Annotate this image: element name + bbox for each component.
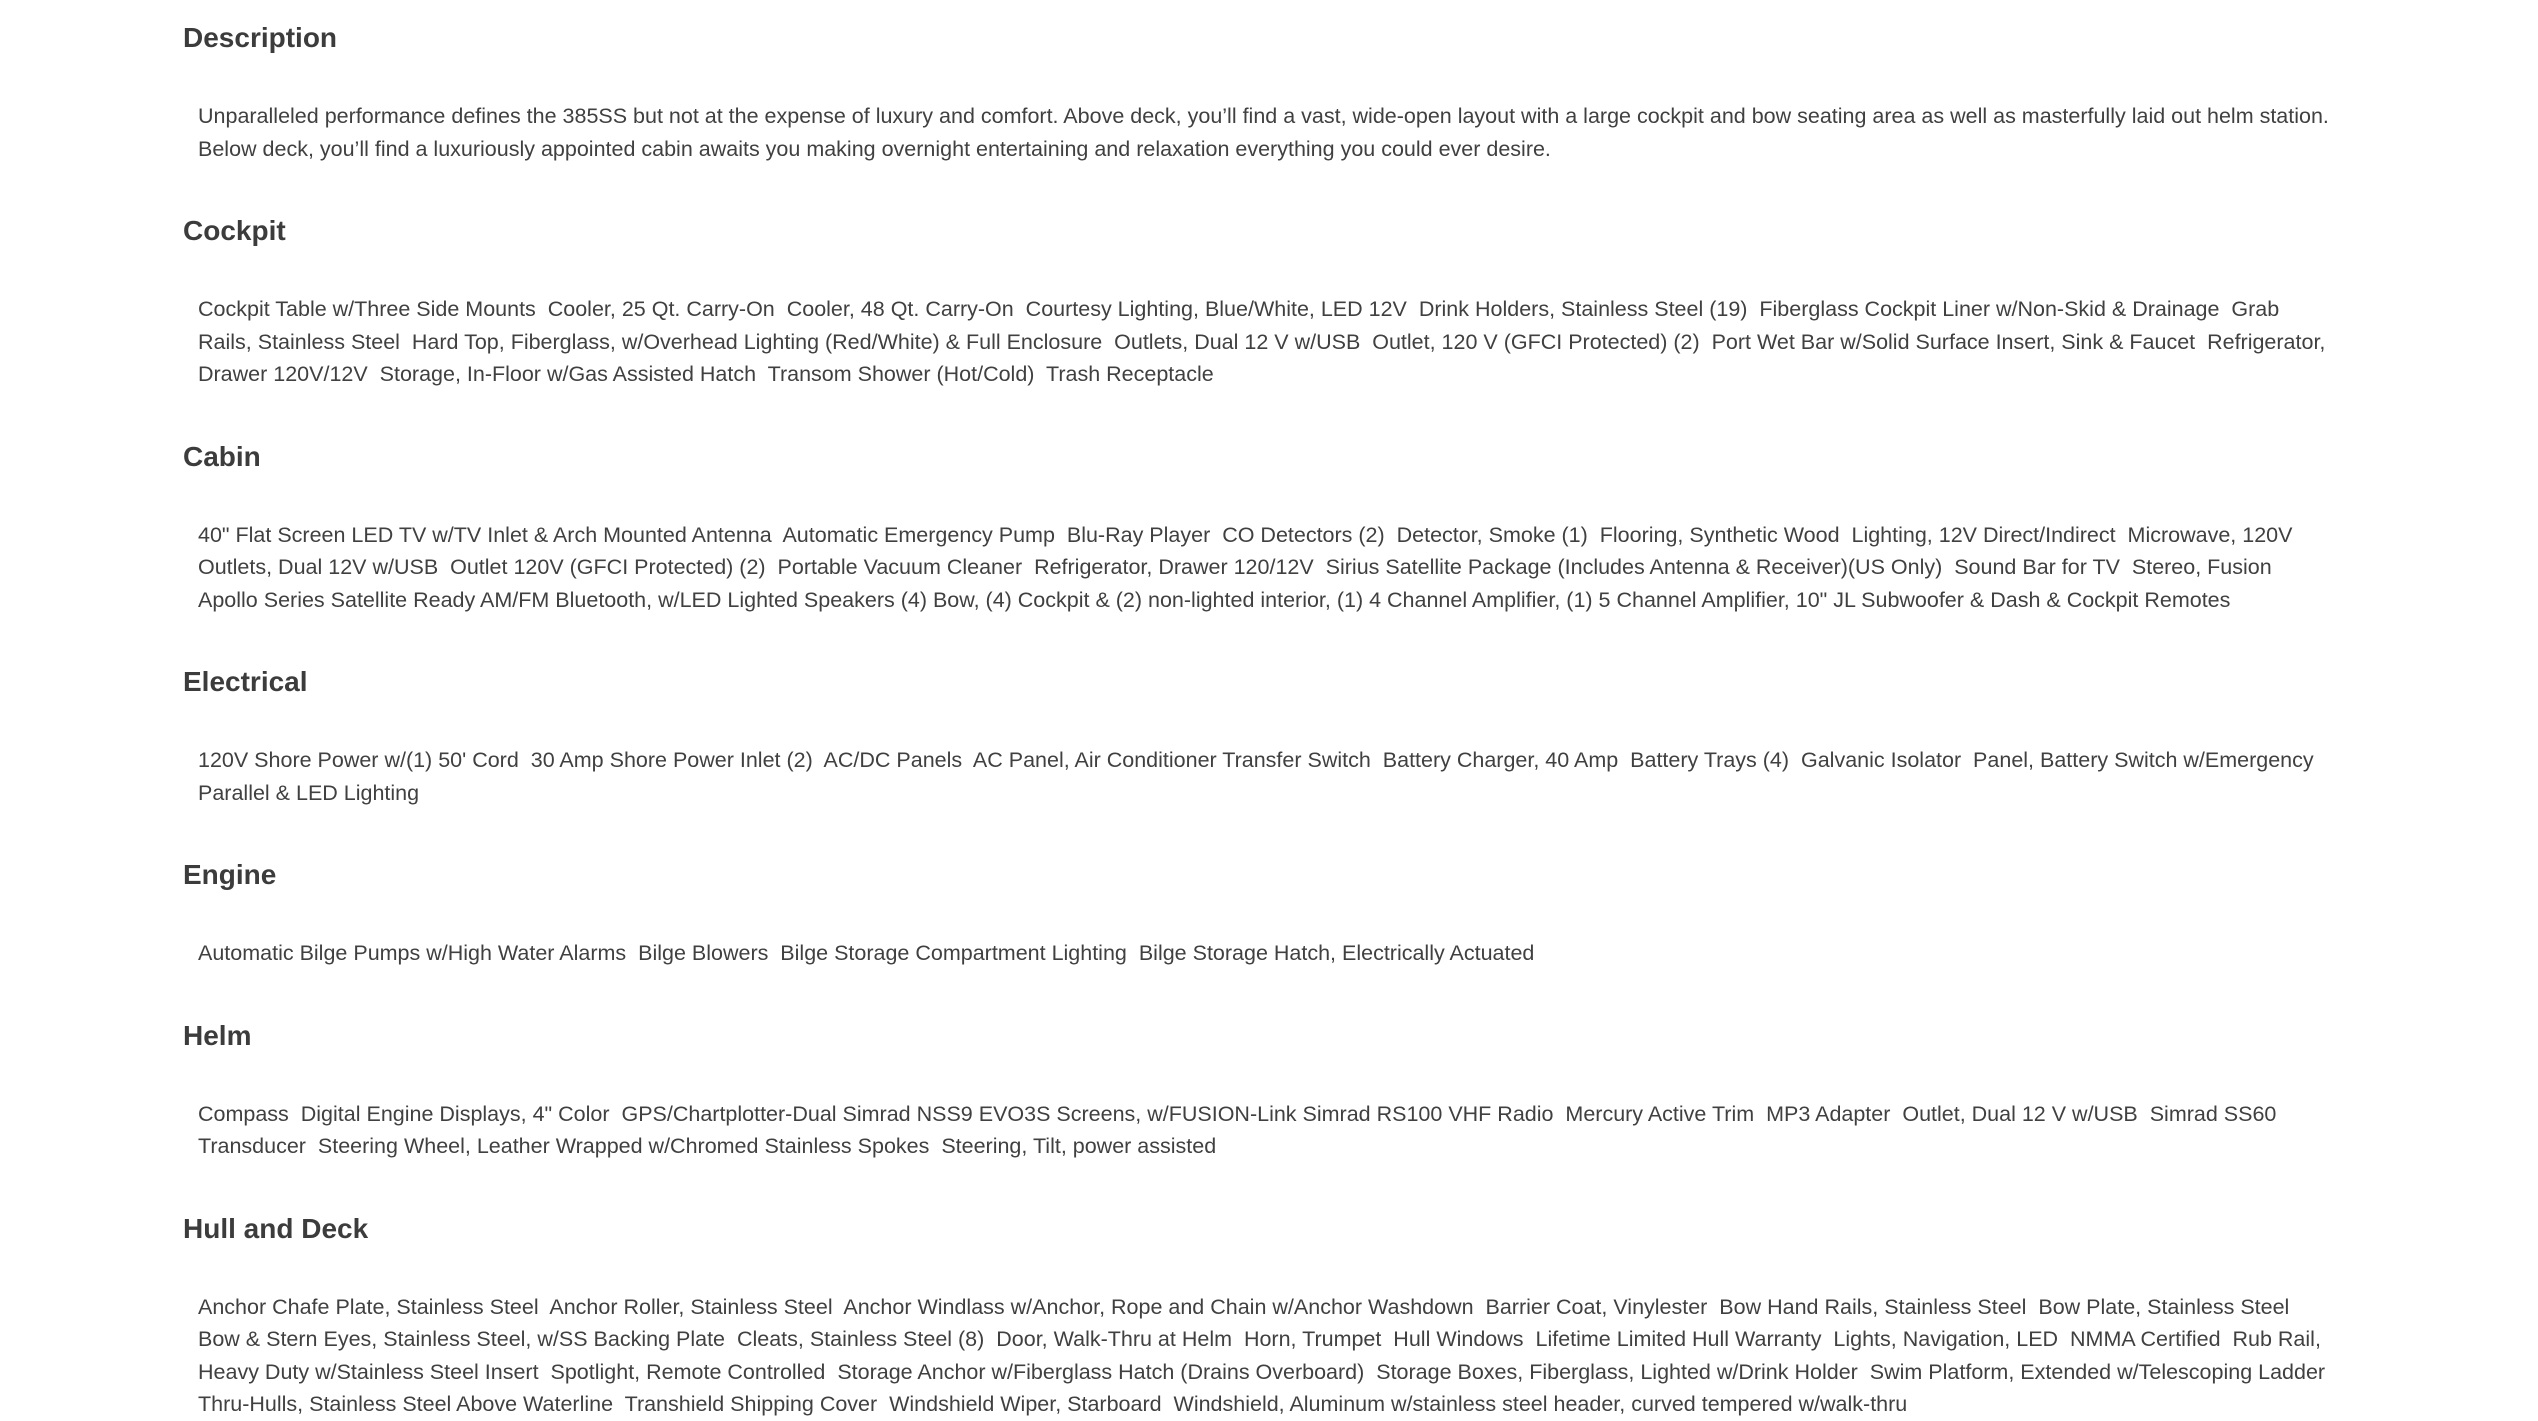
section-title-description: Description [183,22,338,53]
section-body-cabin: 40" Flat Screen LED TV w/TV Inlet & Arch Mounted Antenna Automatic Emergency Pump Blu-Ray Player CO Detectors (2) Detector, Smoke (1) Flooring, Synthetic Wood Lighting, 12V Direct/Indirect Microwave, 120V Outlets, Dual 12V w/USB Outlet 120V (GFCI Protected) (2) Portable Vacuum Cleaner Refrigerator, Drawer 120/12V Sirius Satellite Package (Includes Antenna & Receiver)(US Only) Sound Bar for TV Stereo, Fusion Apollo Series Satellite Ready AM/FM Bluetooth, w/LED Lighted Speakers (4) Bow, (4) Cockpit & (2) non-lighted interior, (1) 4 Channel Amplifier, (1) 5 Channel Amplifier, 10" JL Subwoofer & Dash & Cockpit Remotes [198,522,2299,612]
section-body-helm: Compass Digital Engine Displays, 4" Color GPS/Chartplotter-Dual Simrad NSS9 EVO3S Screens, w/FUSION-Link Simrad RS100 VHF Radio Mercury Active Trim MP3 Adapter Outlet, Dual 12 V w/USB Simrad SS60 Transducer Steering Wheel, Leather Wrapped w/Chromed Stainless Spokes Steering, Tilt, power assisted [198,1101,2282,1158]
section-description [183,18,2333,165]
section-body-cockpit: Cockpit Table w/Three Side Mounts Cooler, 25 Qt. Carry-On Cooler, 48 Qt. Carry-On Courtesy Lighting, Blue/White, LED 12V Drink Holders, Stainless Steel (19) Fiberglass Cockpit Liner w/Non-Skid & Drainage Grab Rails, Stainless Steel Hard Top, Fiberglass, w/Overhead Lighting (Red/White) & Full Enclosure Outlets, Dual 12 V w/USB Outlet, 120 V (GFCI Protected) (2) Port Wet Bar w/Solid Surface Insert, Sink & Faucet Refrigerator, Drawer 120V/12V Storage, In-Floor w/Gas Assisted Hatch Transom Shower (Hot/Cold) Trash Receptacle [198,297,2332,386]
section-cockpit [183,211,2333,391]
section-body-description: Unparalleled performance defines the 385SS but not at the expense of luxury and comfort. Above deck, you’ll find a vast, wide-open layout with a large cockpit and bow seating area as well as masterfully laid out helm station. Below deck, you’ll find a luxuriously appointed cabin awaits you making overnight entertaining and relaxation everything you could ever desire. [198,104,2335,161]
section-spacer [183,165,2333,211]
section-cabin [183,437,2333,617]
section-spacer [183,391,2333,437]
section-title-cockpit: Cockpit [183,215,286,246]
section-body-engine: Automatic Bilge Pumps w/High Water Alarms Bilge Blowers Bilge Storage Compartment Lighting Bilge Storage Hatch, Electrically Actuated [198,941,1535,965]
section-title-hull-and-deck: Hull and Deck [183,1212,369,1244]
section-spacer [183,616,2333,662]
section-electrical [183,662,2333,809]
section-hull-and-deck [183,1209,2337,1421]
section-spacer [183,970,2333,1016]
section-title-helm: Helm [183,1019,252,1051]
section-helm [183,1016,2333,1163]
section-engine [183,855,2333,970]
section-title-cabin: Cabin [183,440,261,472]
section-spacer [183,809,2333,855]
section-spacer [183,1163,2333,1209]
section-title-electrical: Electrical [183,666,308,697]
section-title-engine: Engine [183,859,277,890]
section-body-electrical: 120V Shore Power w/(1) 50' Cord 30 Amp Shore Power Inlet (2) AC/DC Panels AC Panel, Air Conditioner Transfer Switch Battery Charger, 40 Amp Battery Trays (4) Galvanic Isolator Panel, Battery Switch w/Emergency Parallel & LED Lighting [198,748,2320,805]
specifications-content [183,18,2337,1421]
section-body-hull-and-deck: Anchor Chafe Plate, Stainless Steel Anchor Roller, Stainless Steel Anchor Windlass w/Anchor, Rope and Chain w/Anchor Washdown Barrier Coat, Vinylester Bow Hand Rails, Stainless Steel Bow Plate, Stainless Steel Bow & Stern Eyes, Stainless Steel, w/SS Backing Plate Cleats, Stainless Steel (8) Door, Walk-Thru at Helm Horn, Trumpet Hull Windows Lifetime Limited Hull Warranty Lights, Navigation, LED NMMA Certified Rub Rail, Heavy Duty w/Stainless Steel Insert Spotlight, Remote Controlled Storage Anchor w/Fiberglass Hatch (Drains Overboard) Storage Boxes, Fiberglass, Lighted w/Drink Holder Swim Platform, Extended w/Telescoping Ladder Thru-Hulls, Stainless Steel Above Waterline Transhield Shipping Cover Windshield Wiper, Starboard Windshield, Aluminum w/stainless steel header, curved tempered w/walk-thru [198,1294,2337,1416]
